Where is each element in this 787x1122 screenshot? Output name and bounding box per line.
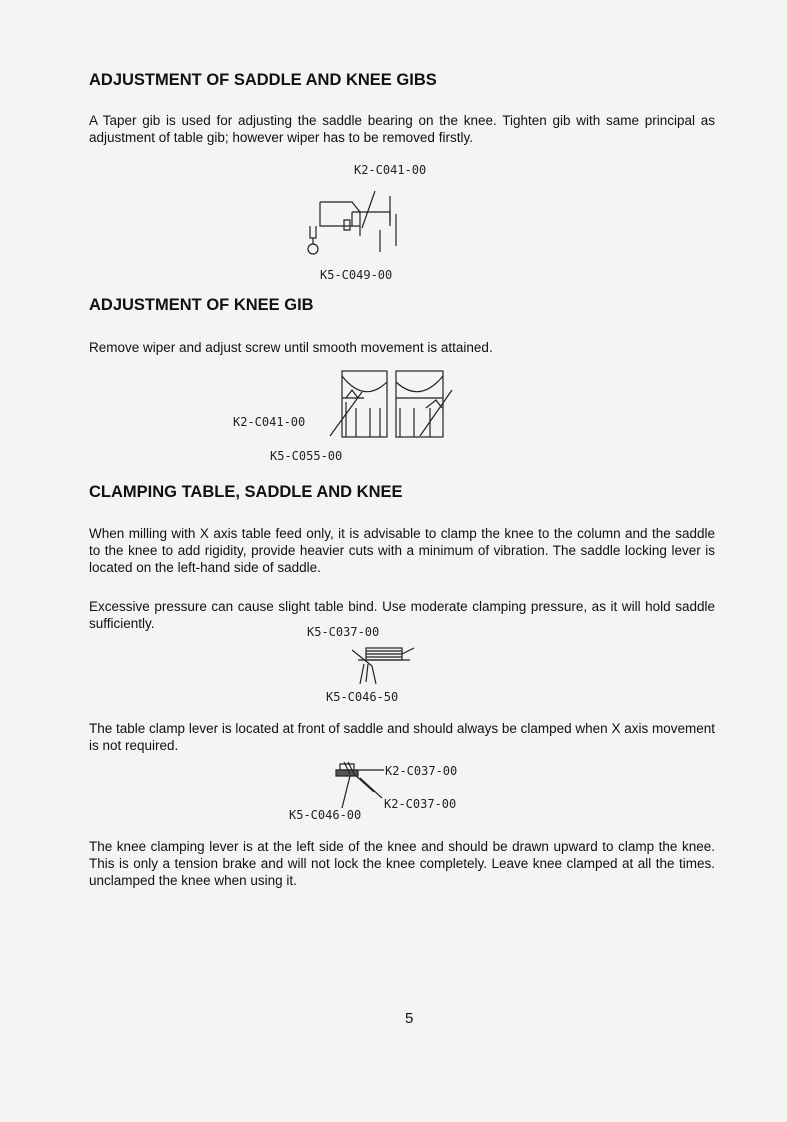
fig1-label-bottom: K5-C049-00 (320, 268, 393, 282)
heading-saddle-knee-gibs: ADJUSTMENT OF SADDLE AND KNEE GIBS (89, 71, 437, 89)
heading-clamping-table: CLAMPING TABLE, SADDLE AND KNEE (89, 483, 403, 501)
fig3-saddle-clamp-diagram (342, 642, 417, 688)
page-number: 5 (405, 1010, 414, 1027)
paragraph-knee-clamping-lever: The knee clamping lever is at the left side of the knee and should be drawn upward to clamp the knee. This is only a tension brake and will not lock the knee completely. Leave knee clamped at all the times. unclamped the knee when using it. (89, 839, 715, 888)
fig2-knee-gib-diagram (330, 368, 455, 440)
fig4-table-clamp-diagram (330, 758, 390, 814)
fig1-label-top: K2-C041-00 (354, 163, 427, 177)
paragraph-milling-x-axis: When milling with X axis table feed only, it is advisable to clamp the knee to the column and the saddle to the knee to add rigidity, provide heavier cuts with a minimum of vibration. The saddle locking lever is located on the left-hand side of saddle. (89, 526, 715, 575)
paragraph-remove-wiper: Remove wiper and adjust screw until smooth movement is attained. (89, 340, 493, 355)
fig4-label-right-bottom: K2-C037-00 (384, 797, 457, 811)
paragraph-excessive-pressure: Excessive pressure can cause slight table bind. Use moderate clamping pressure, as it will hold saddle sufficiently. (89, 599, 715, 631)
fig3-label-bottom: K5-C046-50 (326, 690, 399, 704)
fig2-label-bottom: K5-C055-00 (270, 449, 343, 463)
heading-knee-gib: ADJUSTMENT OF KNEE GIB (89, 296, 314, 314)
fig3-label-top: K5-C037-00 (307, 625, 380, 639)
fig1-gib-diagram (300, 186, 410, 261)
paragraph-table-clamp-lever: The table clamp lever is located at front of saddle and should always be clamped when X axis movement is not required. (89, 721, 715, 753)
paragraph-taper-gib: A Taper gib is used for adjusting the saddle bearing on the knee. Tighten gib with same principal as adjustment of table gib; however wiper has to be removed firstly. (89, 113, 715, 145)
fig4-label-right-top: K2-C037-00 (385, 764, 458, 778)
fig4-label-left: K5-C046-00 (289, 808, 362, 822)
fig2-label-left: K2-C041-00 (233, 415, 306, 429)
